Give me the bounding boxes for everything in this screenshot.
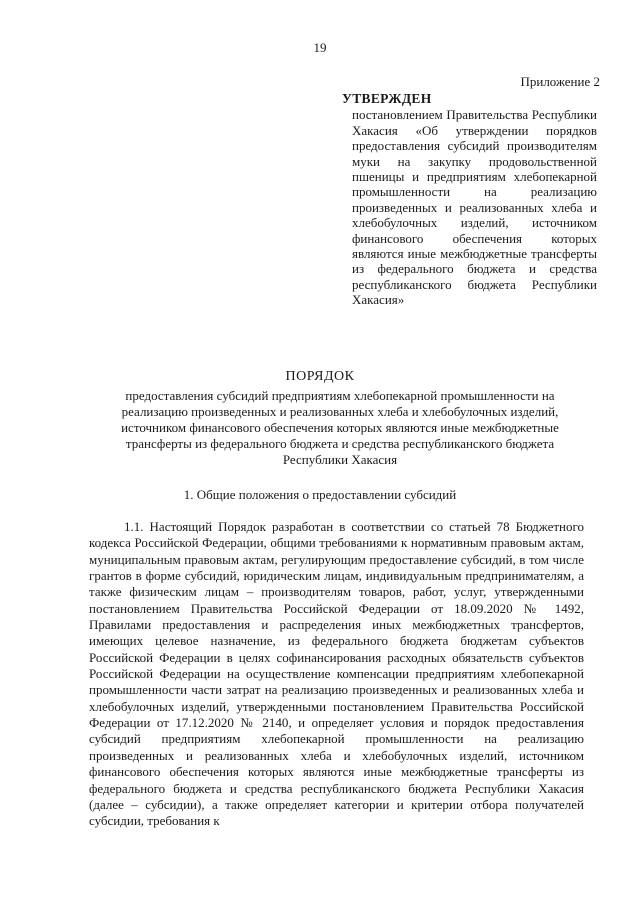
appendix-label: Приложение 2 — [520, 74, 600, 89]
paragraph-1-1: 1.1. Настоящий Порядок разработан в соответствии со статьей 78 Бюджетного кодекса Российской Федерации, общими требованиями к нормативным правовым актам, муниципальным правовым актам, регулирующим предоставление субсидий, в том числе грантов в форме субсидий, юридическим лицам, индивидуальным предпринимателям, а также физическим лицам – производителям товаров, работ, услуг, утвержденными постановлением Правительства Российской Федерации от 18.09.2020 № 1492, Правилами предоставления и распределения иных межбюджетных трансфертов, имеющих целевое назначение, из федерального бюджета бюджетам субъектов Российской Федерации в целях софинансирования расходных обязательств субъектов Российской Федерации на осуществление компенсации предприятиям хлебопекарной промышленности части затрат на реализацию произведенных и реализованных хлеба и хлебобулочных изделий, утвержденными постановлением Правительства Российской Федерации от 17.12.2020 № 2140, и определяет условия и порядок предоставления субсидий предприятиям хлебопекарной промышленности на реализацию произведенных и реализованных хлеба и хлебобулочных изделий, источником финансового обеспечения которых являются иные межбюджетные трансферты из федерального бюджета и средства республиканского бюджета Республики Хакасия (далее – субсидии), а также определяет категории и критерии отбора получателей субсидии, требования к — [89, 519, 584, 829]
section-heading: 1. Общие положения о предоставлении субсидий — [183, 487, 457, 502]
document-subtitle: предоставления субсидий предприятиям хлебопекарной промышленности на реализацию произведенных и реализованных хлеба и хлебобулочных изделий, источником финансового обеспечения которых являются иные межбюджетные трансферты из федерального бюджета и средства республиканского бюджета Республики Хакасия — [121, 388, 559, 467]
approval-text: постановлением Правительства Республики Хакасия «Об утверждении порядков предоставления субсидий производителям муки на закупку продовольственной пшеницы и предприятиям хлебопекарной промышленности на реализацию произведенных и реализованных хлеба и хлебобулочных изделий, источником финансового обеспечения которых являются иные межбюджетные трансферты из федерального бюджета и средства республиканского бюджета Республики Хакасия» — [352, 107, 597, 308]
document-title: ПОРЯДОК — [285, 369, 355, 384]
approval-block — [342, 91, 597, 308]
page-number: 19 — [313, 40, 327, 55]
approval-title: УТВЕРЖДЕН — [342, 91, 432, 106]
